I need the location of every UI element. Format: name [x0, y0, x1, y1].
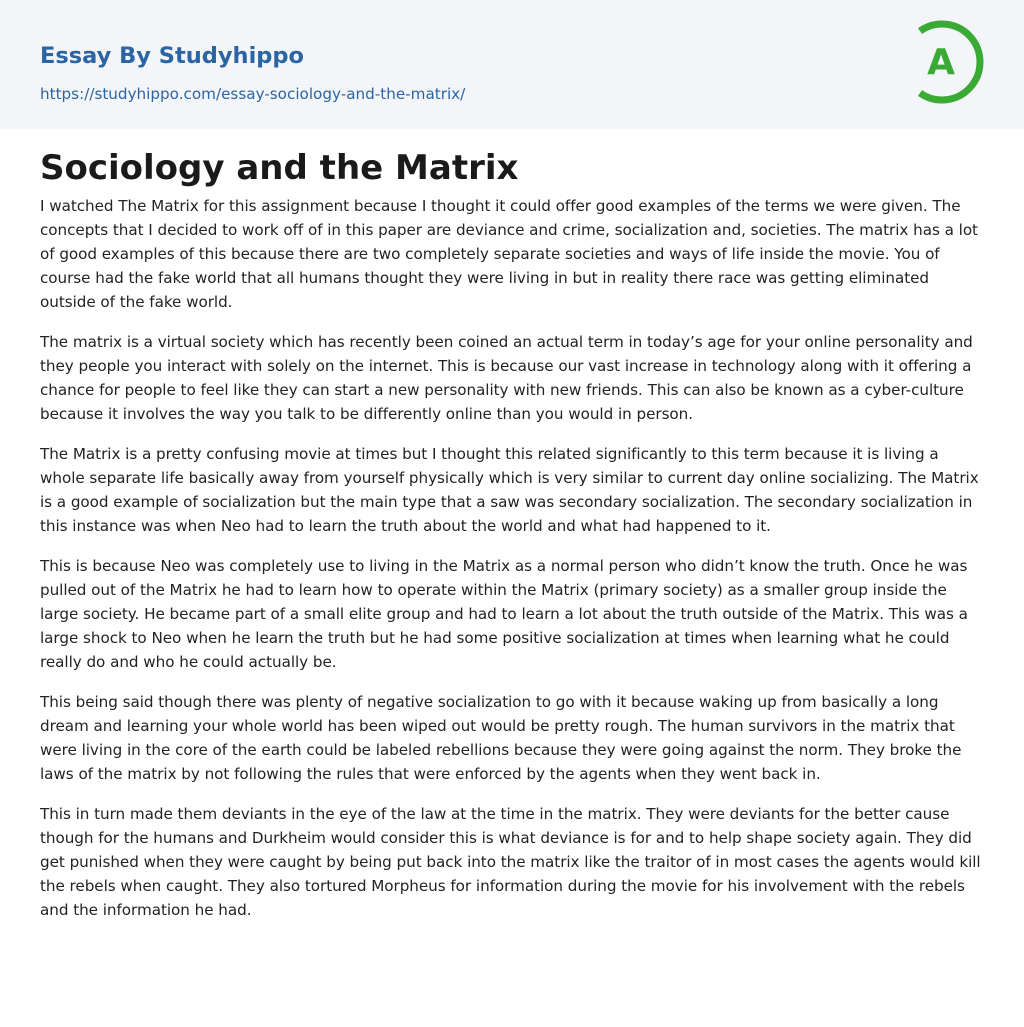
brand-title: Essay By Studyhippo: [40, 43, 304, 69]
essay-paragraph: This in turn made them deviants in the eye of the law at the time in the matrix. They were deviants for the better cause though for the humans and Durkheim would consider this is what deviance is for and to help shape society again. They did get punished when they were caught by being put back into the matrix like the traitor of in most cases the agents would kill the rebels when caught. They also tortured Morpheus for information during the movie for his involvement with the rebels and the information he had.: [40, 805, 981, 919]
studyhippo-logo-icon[interactable]: [898, 18, 986, 106]
essay-paragraph: This being said though there was plenty of negative socialization to go with it because waking up from basically a long dream and learning your whole world has been wiped out would be pretty rough. The human survivors in the matrix that were living in the core of the earth could be labeled rebellions because they were going against the norm. They broke the laws of the matrix by not following the rules that were enforced by the agents when they went back in.: [40, 693, 962, 783]
essay-paragraph: The Matrix is a pretty confusing movie at times but I thought this related significantly to this term because it is living a whole separate life basically away from yourself physically which is very similar to current day online socializing. The Matrix is a good example of socialization but the main type that a saw was secondary socialization. The secondary socialization in this instance was when Neo had to learn the truth about the world and what had happened to it.: [40, 445, 979, 535]
logo-letter: A: [927, 42, 955, 83]
essay-paragraph: This is because Neo was completely use to living in the Matrix as a normal person who didn’t know the truth. Once he was pulled out of the Matrix he had to learn how to operate within the Matrix (primary society) as a smaller group inside the large society. He became part of a small elite group and had to learn a lot about the truth outside of the Matrix. This was a large shock to Neo when he learn the truth but he had some positive socialization at times when learning what he could really do and who he could actually be.: [40, 557, 968, 671]
essay-paragraph: I watched The Matrix for this assignment because I thought it could offer good examples of the terms we were given. The concepts that I decided to work off of in this paper are deviance and crime, socialization and, societies. The matrix has a lot of good examples of this because there are two completely separate societies and ways of life inside the movie. You of course had the fake world that all humans thought they were living in but in reality there race was getting eliminated outside of the fake world.: [40, 197, 978, 311]
essay-title: Sociology and the Matrix: [40, 148, 519, 188]
essay-paragraph: The matrix is a virtual society which has recently been coined an actual term in today’s age for your online personality and they people you interact with solely on the internet. This is because our vast increase in technology along with it offering a chance for people to feel like they can start a new personality with new friends. This can also be known as a cyber-culture because it involves the way you talk to be differently online than you would in person.: [40, 333, 973, 423]
source-url-link[interactable]: https://studyhippo.com/essay-sociology-and-the-matrix/: [40, 85, 466, 103]
essay-body: [40, 194, 984, 938]
